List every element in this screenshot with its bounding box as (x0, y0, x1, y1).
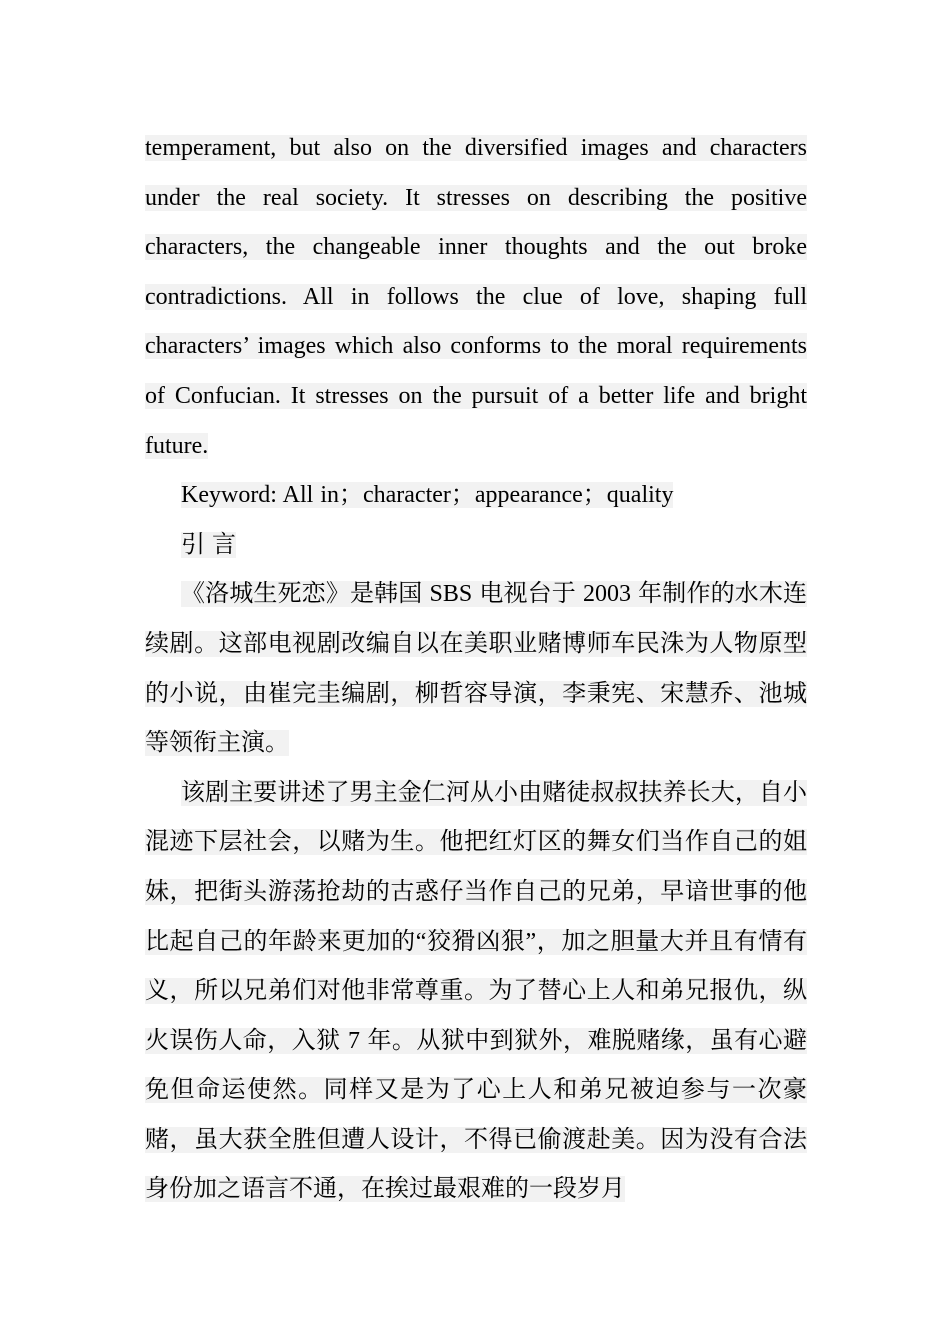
document-content (145, 124, 807, 1215)
section-heading (145, 521, 807, 571)
paragraph-intro-2 (145, 769, 807, 1215)
keywords-text: Keyword: All in；character；appearance；quality (181, 482, 674, 509)
paragraph-keywords (145, 471, 807, 521)
paragraph-intro-1 (145, 570, 807, 768)
paragraph-intro-2-text: 该剧主要讲述了男主金仁河从小由赌徒叔叔扶养长大，自小混迹下层社会，以赌为生。他把红灯区的舞女们当作自己的姐妹，把街头游荡抢劫的古惑仔当作自己的兄弟，早谙世事的他比起自己的年龄来更加的“狡猾凶狠”，加之胆量大并且有情有义，所以兄弟们对他非常尊重。为了替心上人和弟兄报仇，纵火误伤人命，入狱 7 年。从狱中到狱外，难脱赌缘，虽有心避免但命运使然。同样又是为了心上人和弟兄被迫参与一次豪赌，虽大获全胜但遭人设计，不得已偷渡赴美。因为没有合法身份加之语言不通，在挨过最艰难的一段岁月 (145, 779, 807, 1203)
paragraph-abstract-continued (145, 124, 807, 471)
paragraph-intro-1-text: 《洛城生死恋》是韩国 SBS 电视台于 2003 年制作的水木连续剧。这部电视剧改编自以在美职业赌博师车民洙为人物原型的小说，由崔完圭编剧，柳哲容导演，李秉宪、宋慧乔、池城等领衔主演。 (145, 581, 807, 757)
paragraph-abstract-text: temperament, but also on the diversified images and characters under the real society. It stresses on describing the positive characters, the changeable inner thoughts and the out broke contradictions. All in follows the clue of love, shaping full characters’ images which also conforms to the moral requirements of Confucian. It stresses on the pursuit of a better life and bright future. (145, 135, 807, 459)
section-heading-text: 引 言 (181, 531, 236, 558)
